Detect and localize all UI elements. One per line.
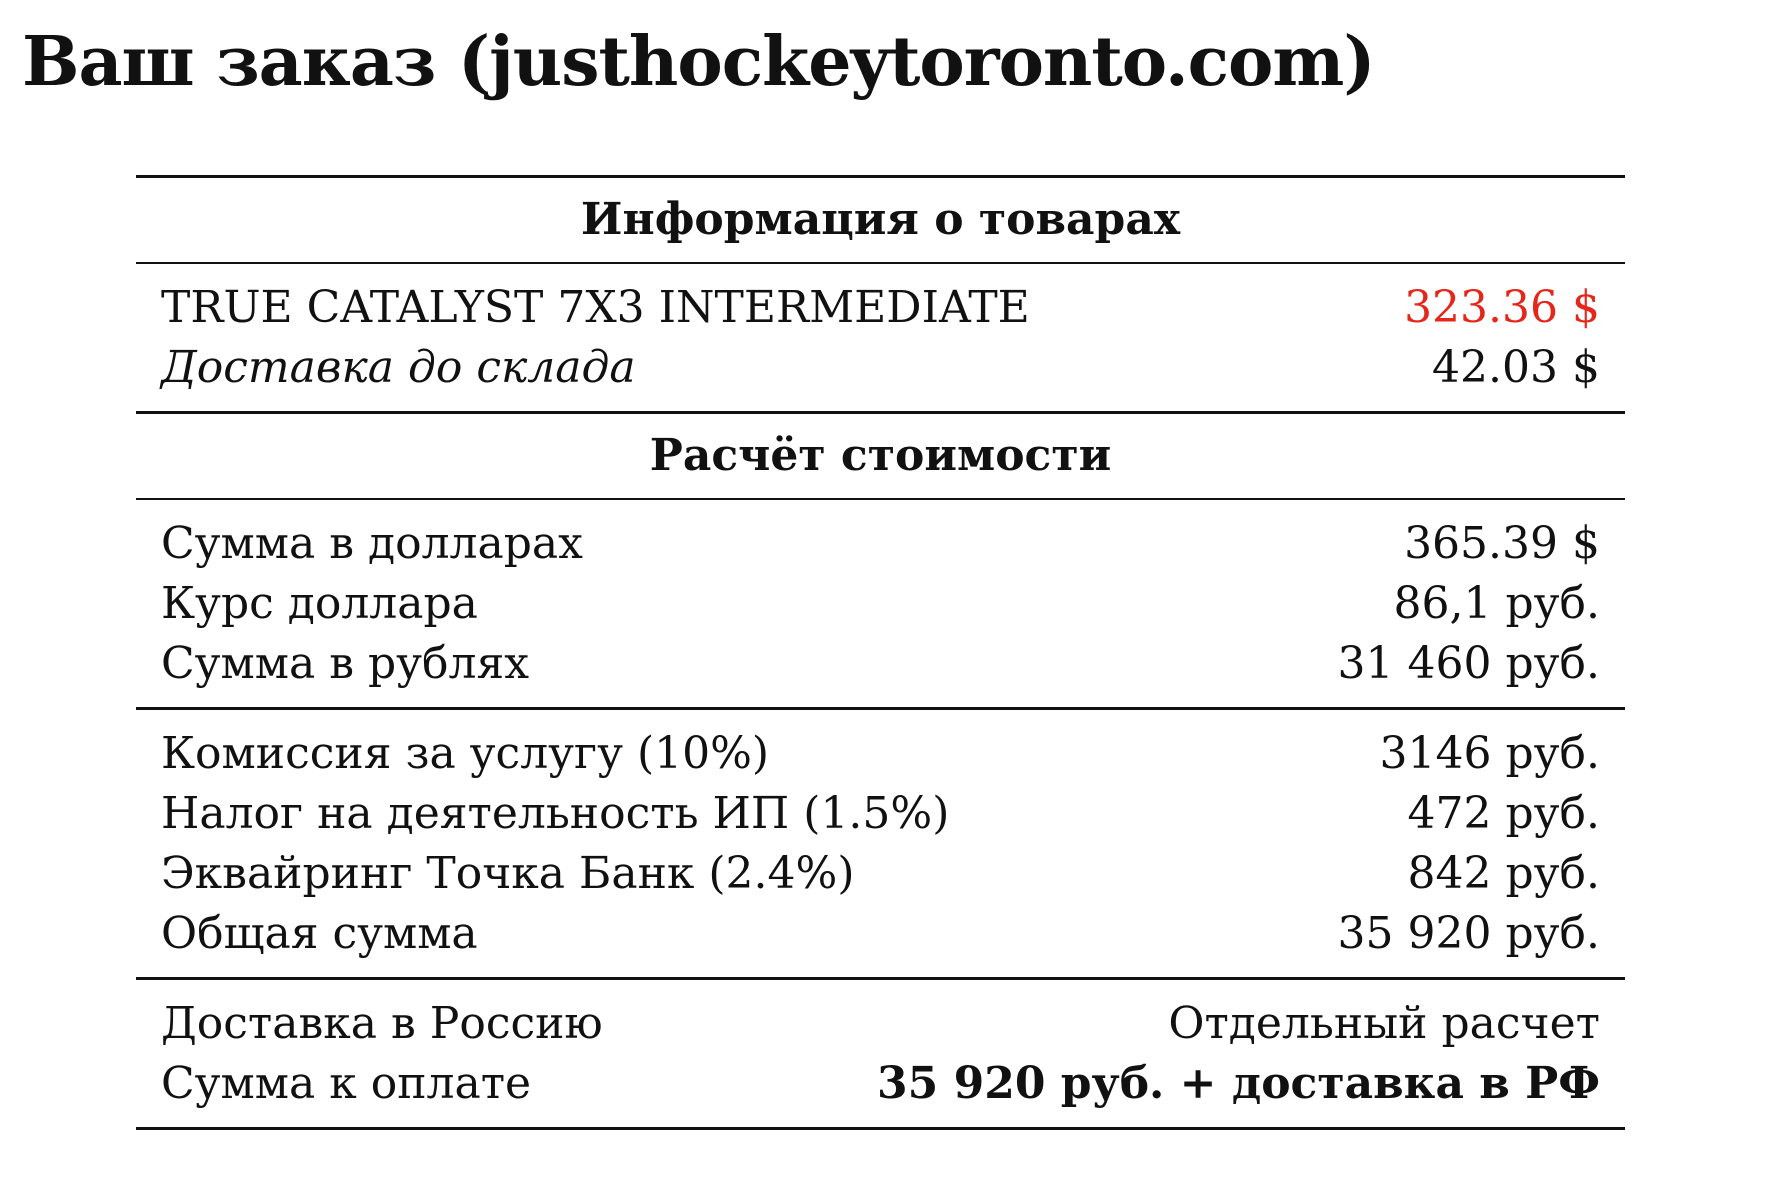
exchange-rate-label: Курс доллара — [161, 578, 478, 629]
item-row — [136, 278, 1625, 338]
usd-total-label: Сумма в долларах — [161, 518, 583, 569]
rub-total-label: Сумма в рублях — [161, 638, 530, 689]
russia-shipping-row — [136, 994, 1625, 1054]
conversion-group — [136, 500, 1625, 707]
service-fee-label: Комиссия за услугу (10%) — [161, 728, 770, 779]
acquiring-label: Эквайринг Точка Банк (2.4%) — [161, 848, 855, 899]
fees-group — [136, 710, 1625, 977]
grand-total-label: Общая сумма — [161, 908, 478, 959]
tax-value: 472 руб. — [1407, 788, 1600, 839]
russia-shipping-label: Доставка в Россию — [161, 998, 603, 1049]
exchange-rate-row — [136, 574, 1625, 634]
rub-total-value: 31 460 руб. — [1337, 638, 1600, 689]
usd-total-value: 365.39 $ — [1404, 518, 1600, 569]
exchange-rate-value: 86,1 руб. — [1393, 578, 1600, 629]
item-price: 323.36 $ — [1404, 282, 1600, 333]
section-heading-items: Информация о товарах — [580, 194, 1181, 245]
final-group — [136, 980, 1625, 1127]
table-bottom-rule — [136, 1127, 1625, 1130]
acquiring-row — [136, 844, 1625, 904]
grand-total-row — [136, 904, 1625, 964]
rub-total-row — [136, 634, 1625, 694]
tax-row — [136, 784, 1625, 844]
tax-label: Налог на деятельность ИП (1.5%) — [161, 788, 950, 839]
warehouse-shipping-value: 42.03 $ — [1432, 342, 1600, 393]
page-title: Ваш заказ (justhockeytoronto.com) — [22, 22, 1375, 102]
amount-due-row — [136, 1054, 1625, 1114]
grand-total-value: 35 920 руб. — [1337, 908, 1600, 959]
warehouse-shipping-label: Доставка до склада — [161, 342, 636, 393]
service-fee-row — [136, 724, 1625, 784]
amount-due-value: 35 920 руб. + доставка в РФ — [877, 1058, 1600, 1109]
items-group — [136, 264, 1625, 411]
usd-total-row — [136, 514, 1625, 574]
warehouse-shipping-row — [136, 338, 1625, 398]
acquiring-value: 842 руб. — [1407, 848, 1600, 899]
russia-shipping-value: Отдельный расчет — [1168, 998, 1600, 1049]
service-fee-value: 3146 руб. — [1379, 728, 1600, 779]
section-heading-calc: Расчёт стоимости — [649, 430, 1112, 481]
order-summary-table — [136, 175, 1625, 1130]
item-name: TRUE CATALYST 7X3 INTERMEDIATE — [161, 282, 1030, 333]
amount-due-label: Сумма к оплате — [161, 1058, 532, 1109]
